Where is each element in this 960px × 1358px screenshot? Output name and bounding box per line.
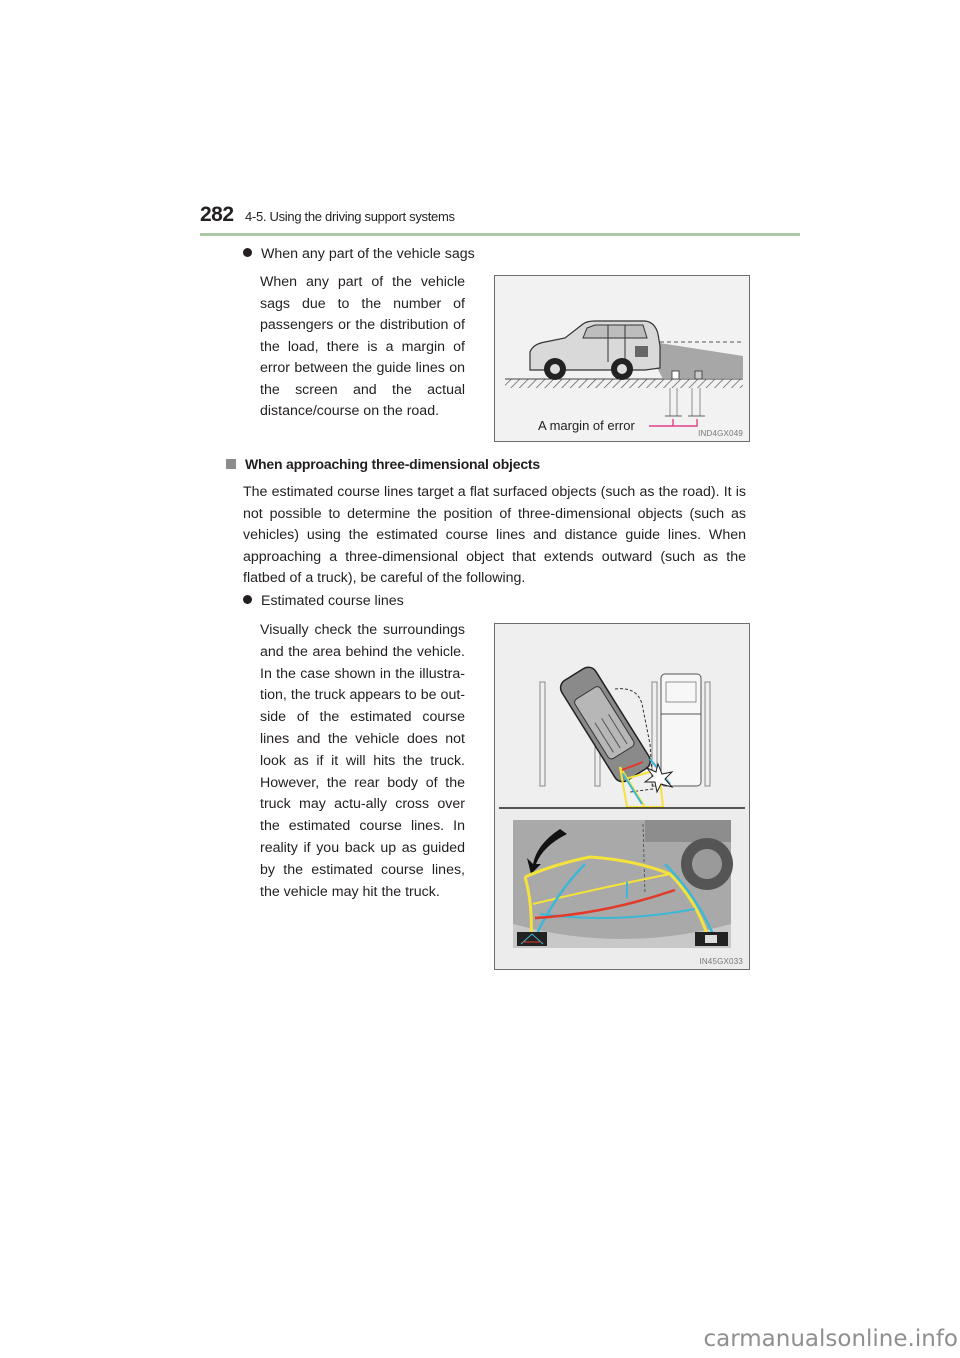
page-number: 282 bbox=[200, 203, 234, 226]
bullet-title: Estimated course lines bbox=[261, 593, 404, 609]
watermark bbox=[703, 1326, 958, 1352]
three-dimensional-paragraph: The estimated course lines target a flat surfaced objects (such as the road). It is not possible to determine the position of three-dimensional objects (such as vehicles) using the estimated course lines and distance guide lines. When approaching a three-dimensional object that extends outward (such as the flatbed of a truck), be careful of the following. bbox=[243, 484, 746, 586]
figure-margin-of-error bbox=[494, 275, 750, 442]
figure-truck-course-lines bbox=[494, 623, 750, 970]
watermark-prefix: carmanualsonline bbox=[703, 1326, 908, 1352]
bullet-vehicle-sags bbox=[243, 244, 475, 266]
bullet-icon bbox=[243, 595, 252, 604]
bullet-icon bbox=[243, 248, 252, 257]
estimated-course-paragraph: Visually check the surroundings and the area behind the vehicle. In the case shown in the illustra-tion, the truck appears to be out-side of the estimated course lines and the vehicle does not look as if it will hits the truck. However, the rear body of the truck may actu-ally cross over the estimated course lines. In reality if you back up as guided by the estimated course lines, the vehicle may hit the truck. bbox=[260, 622, 465, 900]
parking-truck-illustration-icon bbox=[495, 624, 749, 969]
margin-of-error-label: A margin of error bbox=[538, 418, 635, 433]
square-marker-icon bbox=[226, 459, 236, 469]
vehicle-sags-paragraph: When any part of the vehicle sags due to the number of passengers or the distribution of the load, there is a margin of error between the guide lines on the screen and the actual distance/course on the road. bbox=[260, 274, 465, 419]
vehicle-sag-illustration-icon bbox=[495, 276, 749, 441]
subheading-text: When approaching three-dimensional objects bbox=[245, 456, 540, 472]
figure-code: IND4GX049 bbox=[698, 429, 743, 438]
bullet-title: When any part of the vehicle sags bbox=[261, 246, 475, 262]
header-divider bbox=[200, 233, 800, 236]
page-header bbox=[200, 203, 800, 235]
section-title: 4-5. Using the driving support systems bbox=[245, 209, 455, 224]
bullet-estimated-course-lines bbox=[243, 591, 404, 613]
subheading-three-dimensional bbox=[226, 456, 540, 472]
watermark-suffix: .info bbox=[907, 1326, 958, 1352]
figure-code: IN45GX033 bbox=[699, 957, 743, 966]
